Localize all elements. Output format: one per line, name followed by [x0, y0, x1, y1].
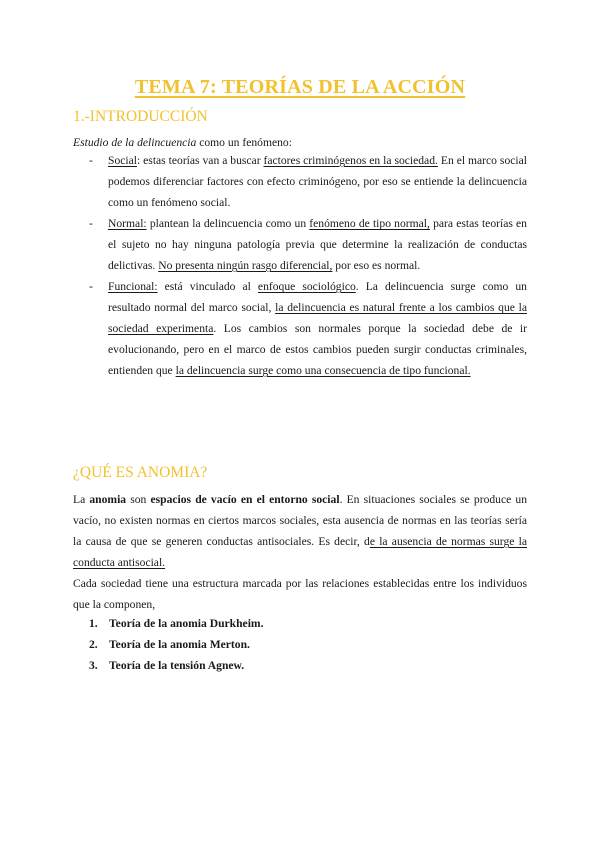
page-title: TEMA 7: TEORÍAS DE LA ACCIÓN — [134, 76, 466, 98]
section-heading-anomia: ¿QUÉ ES ANOMIA? — [73, 464, 208, 481]
intro-line: Estudio de la delincuencia como un fenómeno: — [73, 136, 292, 149]
theory-item: 2. Teoría de la anomia Merton. — [89, 638, 250, 651]
theories-list — [73, 613, 263, 676]
list-item-normal: - Normal: plantean la delincuencia como un fenómeno de tipo normal, para estas teorías en el sujeto no hay ninguna patología previa que determine la realización de conductas delictivas. No presenta ningún rasgo diferencial, por eso es normal. — [89, 217, 527, 272]
anomia-definition-paragraph: La anomia son espacios de vacío en el entorno social. En situaciones sociales se produce un vacío, no existen normas en ciertos marcos sociales, esta ausencia de normas en las teorías sería la causa de que se generen conductas antisociales. Es decir, de la ausencia de normas surge la conducta antisocial. — [73, 493, 527, 569]
section-heading-introduccion: 1.-INTRODUCCIÓN — [73, 108, 208, 125]
theory-item: 1. Teoría de la anomia Durkheim. — [89, 617, 264, 630]
anomia-text — [73, 489, 527, 615]
society-structure-paragraph: Cada sociedad tiene una estructura marcada por las relaciones establecidas entre los individuos que la componen, — [73, 577, 527, 611]
theory-type-list — [73, 150, 527, 381]
theory-item: 3. Teoría de la tensión Agnew. — [89, 659, 245, 672]
list-item-funcional: - Funcional: está vinculado al enfoque sociológico. La delincuencia surge como un resultado normal del marco social, la delincuencia es natural frente a los cambios que la sociedad experimenta. Los cambios son normales porque la sociedad debe de ir evolucionando, pero en el marco de estos cambios pueden surgir conductas criminales, entienden que la delincuencia surge como una consecuencia de tipo funcional. — [89, 280, 527, 377]
list-item-social: - Social: estas teorías van a buscar factores criminógenos en la sociedad. En el marco social podemos diferenciar factores con efecto criminógeno, por eso se entiende la delincuencia como un fenómeno social. — [89, 154, 527, 209]
